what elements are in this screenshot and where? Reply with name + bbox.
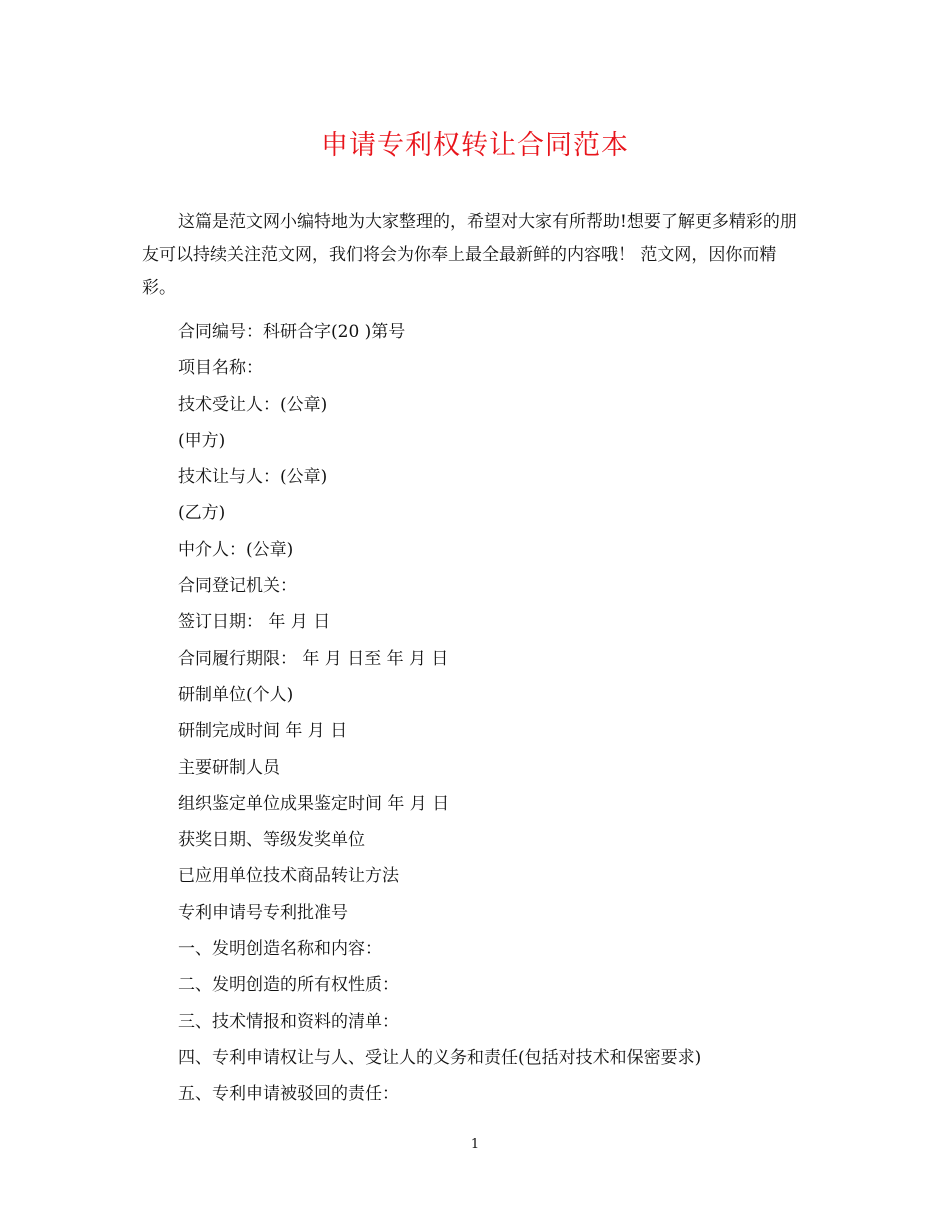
line-registration-authority: 合同登记机关： <box>178 576 297 597</box>
line-award: 获奖日期、等级发奖单位 <box>178 830 365 851</box>
line-transferor: 技术让与人：(公章) <box>178 467 328 488</box>
line-project-name: 项目名称： <box>178 358 263 379</box>
contract-fields-list <box>178 314 818 1113</box>
line-main-developers: 主要研制人员 <box>178 757 280 778</box>
line-patent-numbers: 专利申请号专利批准号 <box>178 902 348 923</box>
document-title: 申请专利权转让合同范本 <box>321 130 629 161</box>
line-party-b: (乙方) <box>178 503 226 524</box>
line-party-a: (甲方) <box>178 430 226 451</box>
line-signing-date: 签订日期： 年 月 日 <box>178 612 331 633</box>
line-performance-period: 合同履行期限： 年 月 日至 年 月 日 <box>178 648 449 669</box>
section-2: 二、发明创造的所有权性质： <box>178 975 399 996</box>
line-completion-time: 研制完成时间 年 月 日 <box>178 721 348 742</box>
line-developer: 研制单位(个人) <box>178 684 294 705</box>
line-application-method: 已应用单位技术商品转让方法 <box>178 866 399 887</box>
line-appraisal: 组织鉴定单位成果鉴定时间 年 月 日 <box>178 793 450 814</box>
section-4: 四、专利申请权让与人、受让人的义务和责任(包括对技术和保密要求) <box>178 1047 702 1068</box>
line-contract-number: 合同编号：科研合字(20 )第号 <box>178 322 406 342</box>
section-5: 五、专利申请被驳回的责任： <box>178 1084 399 1105</box>
page-number: 1 <box>470 1137 480 1152</box>
section-1: 一、发明创造名称和内容： <box>178 939 382 960</box>
intro-paragraph: 这篇是范文网小编特地为大家整理的，希望对大家有所帮助!想要了解更多精彩的朋友可以持续关注范文网，我们将会为你奉上最全最新鲜的内容哦！ 范文网，因你而精彩。 <box>142 212 797 298</box>
line-transferee: 技术受让人：(公章) <box>178 394 328 415</box>
section-3: 三、技术情报和资料的清单： <box>178 1011 399 1032</box>
line-intermediary: 中介人：(公章) <box>178 539 294 560</box>
